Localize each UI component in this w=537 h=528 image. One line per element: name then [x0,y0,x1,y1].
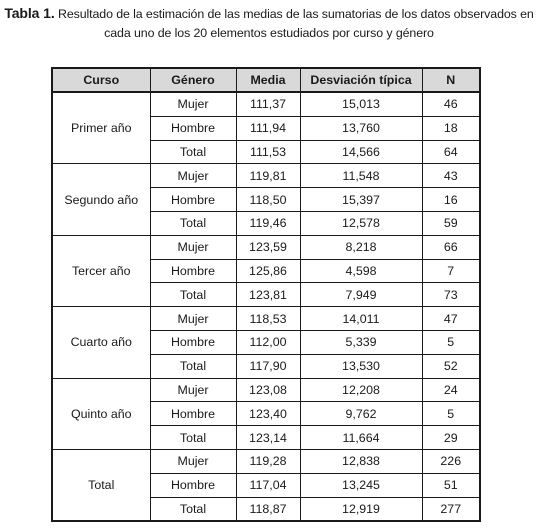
cell-desviacion: 13,760 [300,116,422,140]
table-row [52,164,480,188]
cell-genero: Total [150,497,236,521]
caption-text: Resultado de la estimación de las medias de las sumatorias de los datos observados en cada uno de los 20 elementos estudiados por curso y género [54,7,534,40]
cell-n: 47 [422,307,480,331]
cell-n: 52 [422,354,480,378]
cell-desviacion: 14,011 [300,307,422,331]
cell-desviacion: 12,919 [300,497,422,521]
cell-genero: Total [150,211,236,235]
cell-desviacion: 15,397 [300,188,422,212]
cell-media: 123,14 [236,426,300,450]
cell-media: 119,46 [236,211,300,235]
cell-media: 123,08 [236,378,300,402]
cell-genero: Mujer [150,92,236,116]
cell-desviacion: 11,548 [300,164,422,188]
cell-desviacion: 13,530 [300,354,422,378]
cell-n: 73 [422,283,480,307]
table-row [52,235,480,259]
header-curso: Curso [52,68,150,92]
cell-n: 16 [422,188,480,212]
table-body [52,92,480,521]
header-genero: Género [150,68,236,92]
cell-genero: Mujer [150,235,236,259]
cell-media: 118,87 [236,497,300,521]
cell-genero: Mujer [150,378,236,402]
results-table [51,67,481,522]
cell-n: 7 [422,259,480,283]
cell-n: 277 [422,497,480,521]
cell-media: 123,81 [236,283,300,307]
header-n: N [422,68,480,92]
cell-media: 111,37 [236,92,300,116]
header-desviacion: Desviación típica [300,68,422,92]
cell-n: 46 [422,92,480,116]
cell-curso: Quinto año [52,378,150,449]
table-caption [4,4,534,43]
cell-media: 123,59 [236,235,300,259]
cell-n: 29 [422,426,480,450]
cell-media: 118,50 [236,188,300,212]
cell-genero: Mujer [150,307,236,331]
cell-genero: Hombre [150,330,236,354]
cell-desviacion: 12,838 [300,449,422,473]
cell-desviacion: 15,013 [300,92,422,116]
cell-n: 5 [422,330,480,354]
cell-genero: Mujer [150,449,236,473]
cell-media: 111,94 [236,116,300,140]
cell-curso: Tercer año [52,235,150,306]
table-row [52,92,480,116]
cell-genero: Hombre [150,402,236,426]
cell-curso: Primer año [52,92,150,164]
cell-desviacion: 8,218 [300,235,422,259]
cell-n: 5 [422,402,480,426]
cell-genero: Total [150,140,236,164]
cell-desviacion: 5,339 [300,330,422,354]
cell-genero: Hombre [150,116,236,140]
cell-media: 117,90 [236,354,300,378]
cell-media: 117,04 [236,473,300,497]
cell-n: 64 [422,140,480,164]
caption-label: Tabla 1. [4,5,55,21]
cell-n: 66 [422,235,480,259]
cell-genero: Mujer [150,164,236,188]
cell-curso: Segundo año [52,164,150,235]
cell-n: 226 [422,449,480,473]
cell-media: 118,53 [236,307,300,331]
cell-desviacion: 7,949 [300,283,422,307]
cell-genero: Hombre [150,259,236,283]
cell-n: 18 [422,116,480,140]
cell-desviacion: 13,245 [300,473,422,497]
cell-genero: Hombre [150,473,236,497]
table-row [52,307,480,331]
cell-desviacion: 12,208 [300,378,422,402]
table-row [52,449,480,473]
cell-genero: Total [150,426,236,450]
header-row [52,68,480,92]
cell-media: 111,53 [236,140,300,164]
cell-desviacion: 14,566 [300,140,422,164]
cell-media: 119,28 [236,449,300,473]
cell-desviacion: 4,598 [300,259,422,283]
cell-n: 43 [422,164,480,188]
cell-genero: Total [150,283,236,307]
cell-genero: Total [150,354,236,378]
cell-desviacion: 11,664 [300,426,422,450]
cell-media: 119,81 [236,164,300,188]
cell-media: 123,40 [236,402,300,426]
cell-n: 24 [422,378,480,402]
cell-media: 112,00 [236,330,300,354]
cell-media: 125,86 [236,259,300,283]
cell-genero: Hombre [150,188,236,212]
cell-desviacion: 9,762 [300,402,422,426]
cell-curso: Cuarto año [52,307,150,378]
header-media: Media [236,68,300,92]
cell-n: 51 [422,473,480,497]
cell-desviacion: 12,578 [300,211,422,235]
table-row [52,378,480,402]
cell-n: 59 [422,211,480,235]
cell-curso: Total [52,449,150,521]
